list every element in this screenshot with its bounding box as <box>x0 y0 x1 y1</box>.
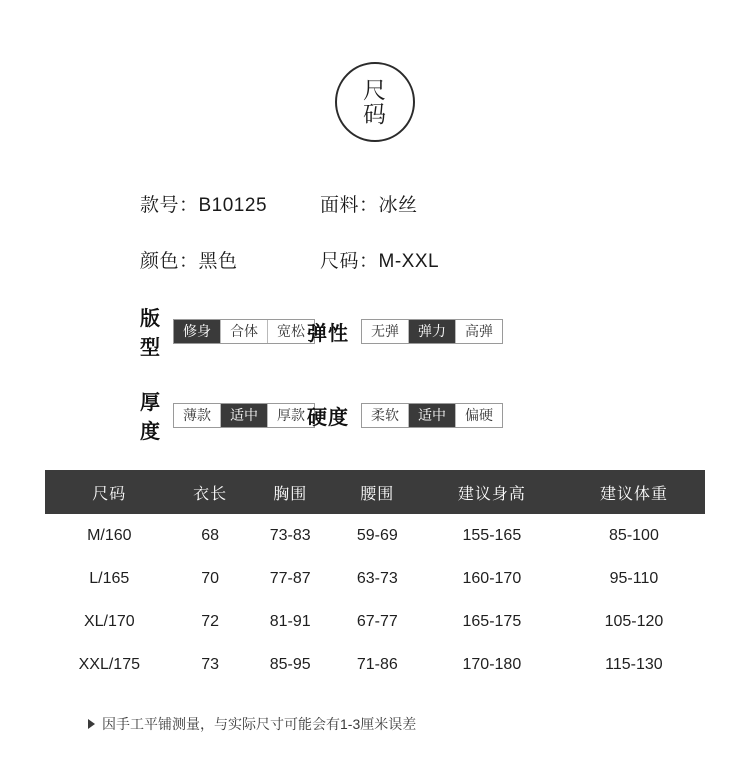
attribute-option[interactable]: 无弹 <box>362 320 409 343</box>
product-info-block <box>0 190 750 273</box>
table-header-cell: 尺码 <box>45 470 174 514</box>
attribute-label: 版型 <box>140 308 161 359</box>
table-cell: 68 <box>174 514 247 557</box>
table-cell: 73-83 <box>247 514 334 557</box>
table-cell: 170-180 <box>421 643 563 686</box>
size-table <box>45 470 705 686</box>
table-header-cell: 胸围 <box>247 470 334 514</box>
color-text: 颜色：黑色 <box>140 251 238 272</box>
attribute-label: 硬度 <box>307 406 349 429</box>
size-range-text: 尺码：M-XXL <box>320 251 440 272</box>
attribute-options <box>361 403 503 428</box>
footnote-text: 因手工平铺测量，与实际尺寸可能会有1-3厘米误差 <box>102 716 417 732</box>
table-header-cell: 衣长 <box>174 470 247 514</box>
size-badge-line1: 尺 <box>363 76 387 103</box>
attribute-option[interactable]: 高弹 <box>456 320 502 343</box>
attribute-option[interactable]: 修身 <box>174 320 221 343</box>
attribute-options <box>361 319 503 344</box>
table-cell: M/160 <box>45 514 174 557</box>
table-cell: 85-95 <box>247 643 334 686</box>
table-header-cell: 建议体重 <box>563 470 705 514</box>
table-cell: 70 <box>174 557 247 600</box>
table-cell: 160-170 <box>421 557 563 600</box>
table-cell: 165-175 <box>421 600 563 643</box>
table-cell: 59-69 <box>334 514 421 557</box>
table-row <box>45 643 705 686</box>
table-cell: XL/170 <box>45 600 174 643</box>
table-cell: 73 <box>174 643 247 686</box>
table-cell: 77-87 <box>247 557 334 600</box>
attribute-thickness <box>0 386 305 444</box>
measurement-footnote <box>88 714 750 734</box>
table-header-row <box>45 470 705 514</box>
table-cell: 115-130 <box>563 643 705 686</box>
table-cell: 155-165 <box>421 514 563 557</box>
size-table-body <box>45 514 705 686</box>
table-row <box>45 600 705 643</box>
size-badge-line2: 码 <box>363 101 387 127</box>
size-badge <box>335 62 415 142</box>
table-cell: 95-110 <box>563 557 705 600</box>
attribute-label: 弹性 <box>307 322 349 345</box>
attribute-option[interactable]: 厚款 <box>268 404 314 427</box>
table-header-cell: 建议身高 <box>421 470 563 514</box>
table-row <box>45 514 705 557</box>
info-row <box>0 190 750 217</box>
attribute-option[interactable]: 适中 <box>409 404 456 427</box>
attribute-option[interactable]: 偏硬 <box>456 404 502 427</box>
table-cell: 85-100 <box>563 514 705 557</box>
table-cell: L/165 <box>45 557 174 600</box>
attribute-label: 厚度 <box>140 392 161 443</box>
table-header-cell: 腰围 <box>334 470 421 514</box>
size-chart-header <box>0 0 750 142</box>
table-cell: XXL/175 <box>45 643 174 686</box>
attribute-row <box>0 386 750 444</box>
info-row <box>0 246 750 273</box>
table-cell: 71-86 <box>334 643 421 686</box>
table-cell: 81-91 <box>247 600 334 643</box>
size-table-head <box>45 470 705 514</box>
table-row <box>45 557 705 600</box>
attribute-block <box>0 302 750 444</box>
table-cell: 63-73 <box>334 557 421 600</box>
attribute-option[interactable]: 薄款 <box>174 404 221 427</box>
attribute-row <box>0 302 750 360</box>
table-cell: 105-120 <box>563 600 705 643</box>
attribute-hardness <box>280 401 503 430</box>
attribute-option[interactable]: 弹力 <box>409 320 456 343</box>
attribute-option[interactable]: 宽松 <box>268 320 314 343</box>
attribute-option[interactable]: 柔软 <box>362 404 409 427</box>
style-number-text: 款号：B10125 <box>140 195 268 216</box>
fabric-text: 面料：冰丝 <box>320 195 418 216</box>
table-cell: 72 <box>174 600 247 643</box>
table-cell: 67-77 <box>334 600 421 643</box>
attribute-option[interactable]: 适中 <box>221 404 268 427</box>
attribute-elasticity <box>280 317 503 346</box>
attribute-fit <box>0 302 305 360</box>
attribute-option[interactable]: 合体 <box>221 320 268 343</box>
triangle-bullet-icon <box>88 719 95 729</box>
